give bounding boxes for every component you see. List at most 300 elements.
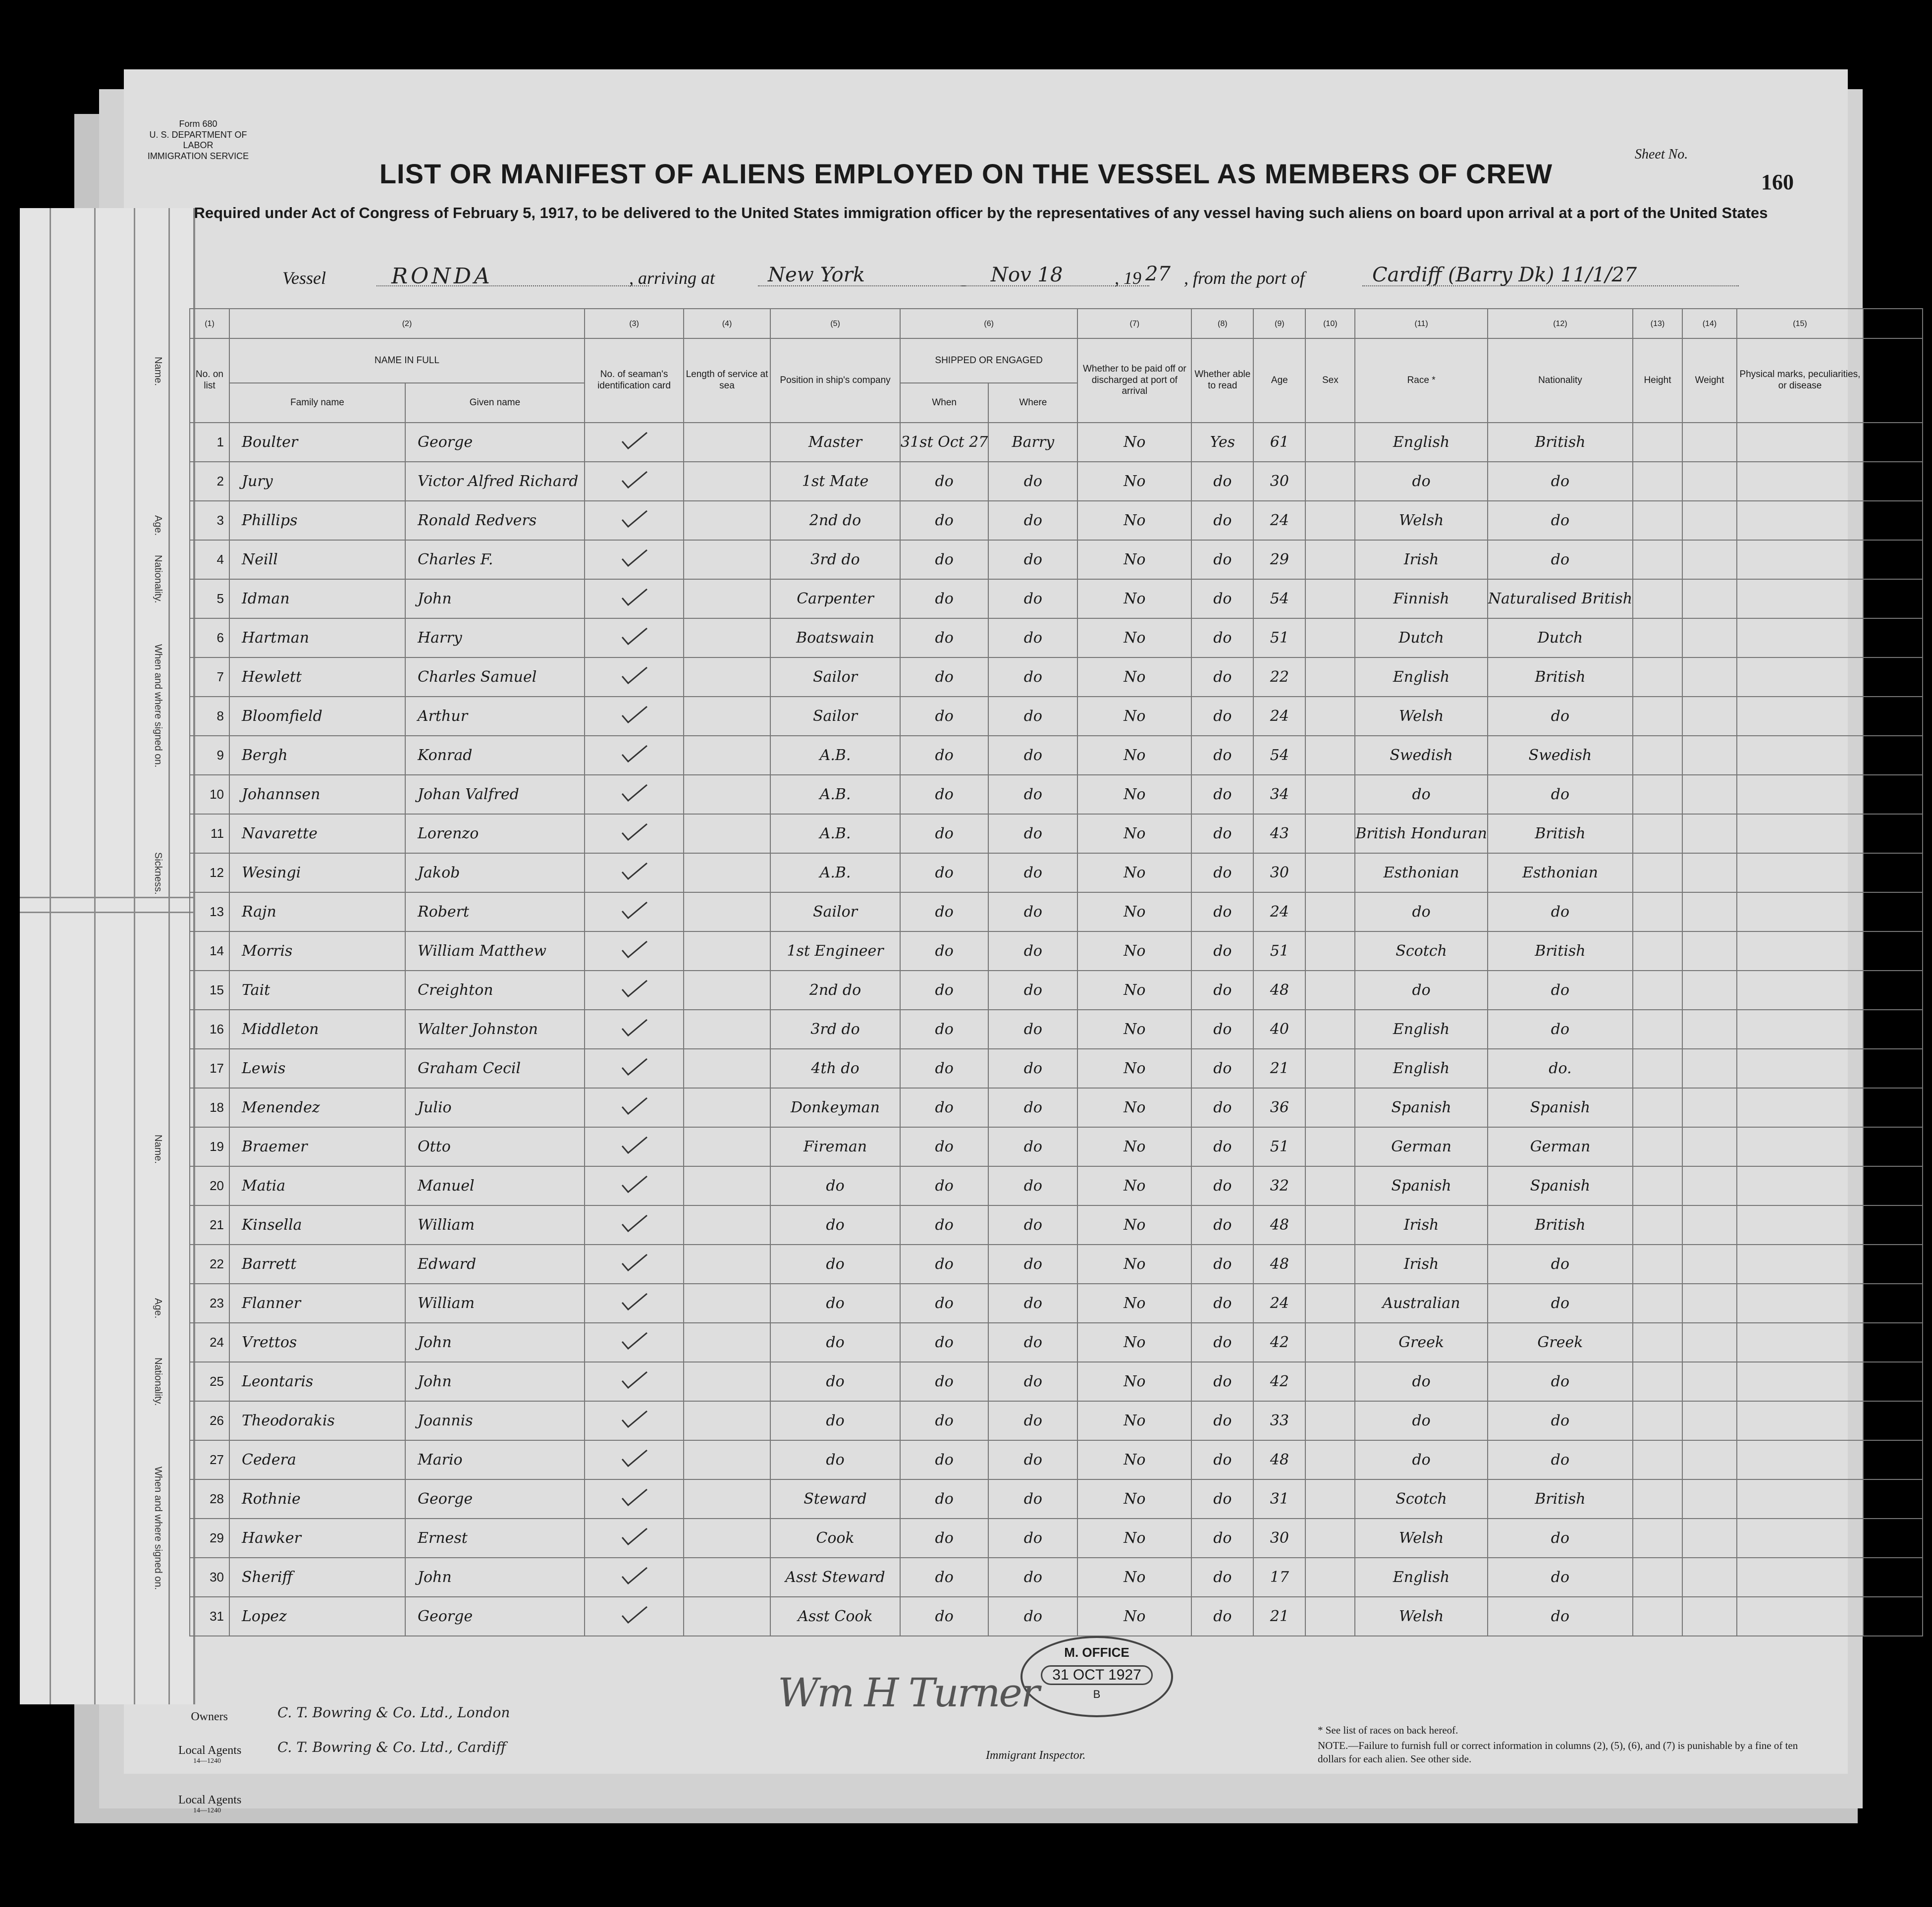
weight <box>1682 1205 1737 1245</box>
local-agents-code: 14—1240 <box>193 1757 221 1765</box>
length-service <box>684 1166 770 1205</box>
race: Dutch <box>1355 618 1488 657</box>
age: 21 <box>1253 1049 1305 1088</box>
id-card-mark <box>585 1597 684 1636</box>
blank <box>1863 1205 1923 1245</box>
blank <box>1863 423 1923 462</box>
length-service <box>684 1558 770 1597</box>
sex <box>1305 892 1355 931</box>
shipped-where: do <box>988 1010 1077 1049</box>
shipped-when: do <box>900 1597 988 1636</box>
id-card-mark <box>585 697 684 736</box>
check-mark-icon <box>619 1135 649 1155</box>
check-mark-icon <box>619 1605 649 1625</box>
paid-off: No <box>1077 1323 1191 1362</box>
col-number: (11) <box>1355 309 1488 338</box>
length-service <box>684 657 770 697</box>
age: 40 <box>1253 1010 1305 1049</box>
table-row <box>190 1245 1923 1284</box>
physical-marks <box>1737 1362 1863 1401</box>
able-to-read: do <box>1191 1088 1253 1127</box>
able-to-read: do <box>1191 1479 1253 1519</box>
weight <box>1682 1519 1737 1558</box>
shipped-where: do <box>988 1284 1077 1323</box>
able-to-read: do <box>1191 501 1253 540</box>
owners-label: Owners <box>191 1710 228 1723</box>
sex <box>1305 1362 1355 1401</box>
length-service <box>684 1245 770 1284</box>
family-name: Jury <box>229 462 405 501</box>
height <box>1633 1088 1682 1127</box>
given-name: Arthur <box>405 697 585 736</box>
length-service <box>684 1440 770 1479</box>
race: Greek <box>1355 1323 1488 1362</box>
paid-off: No <box>1077 1362 1191 1401</box>
physical-marks <box>1737 1010 1863 1049</box>
id-card-mark <box>585 1519 684 1558</box>
blank <box>1863 1597 1923 1636</box>
position: 2nd do <box>770 971 900 1010</box>
row-number: 30 <box>190 1558 229 1597</box>
length-service <box>684 1205 770 1245</box>
weight <box>1682 1440 1737 1479</box>
shipped-when: do <box>900 1401 988 1440</box>
sex <box>1305 1284 1355 1323</box>
nationality: do <box>1488 892 1633 931</box>
shipped-when: do <box>900 1245 988 1284</box>
race: do <box>1355 892 1488 931</box>
height <box>1633 1010 1682 1049</box>
check-mark-icon <box>619 900 649 920</box>
sex <box>1305 775 1355 814</box>
arriving-label: , arriving at <box>629 268 715 288</box>
shipped-where: do <box>988 931 1077 971</box>
race: do <box>1355 775 1488 814</box>
weight <box>1682 1401 1737 1440</box>
height <box>1633 657 1682 697</box>
physical-marks <box>1737 1440 1863 1479</box>
id-card-mark <box>585 1479 684 1519</box>
table-row <box>190 1284 1923 1323</box>
sex <box>1305 814 1355 853</box>
nationality: do <box>1488 971 1633 1010</box>
col-number: (7) <box>1077 309 1191 338</box>
weight <box>1682 775 1737 814</box>
height <box>1633 462 1682 501</box>
race: Spanish <box>1355 1088 1488 1127</box>
position: Steward <box>770 1479 900 1519</box>
family-name: Barrett <box>229 1245 405 1284</box>
shipped-when: do <box>900 1284 988 1323</box>
check-mark-icon <box>619 431 649 450</box>
blank <box>1863 1166 1923 1205</box>
able-to-read: do <box>1191 853 1253 892</box>
row-number: 15 <box>190 971 229 1010</box>
table-row <box>190 1479 1923 1519</box>
weight <box>1682 1010 1737 1049</box>
given-name: Lorenzo <box>405 814 585 853</box>
shipped-when: do <box>900 1558 988 1597</box>
physical-marks <box>1737 462 1863 501</box>
shipped-when: do <box>900 1440 988 1479</box>
able-to-read: do <box>1191 1597 1253 1636</box>
family-name: Morris <box>229 931 405 971</box>
id-card-mark <box>585 892 684 931</box>
position: A.B. <box>770 736 900 775</box>
strip-label: Nationality. <box>153 1358 163 1406</box>
length-service <box>684 462 770 501</box>
race: Swedish <box>1355 736 1488 775</box>
position: do <box>770 1362 900 1401</box>
strip-label: Name. <box>153 1135 163 1164</box>
paid-off: No <box>1077 1166 1191 1205</box>
length-service <box>684 892 770 931</box>
crew-table <box>189 308 1923 1636</box>
family-name: Hewlett <box>229 657 405 697</box>
fine-note: NOTE.—Failure to furnish full or correct information in columns (2), (5), (6), and (7) is punishable by a fine of ten dollars for each alien. See other side. <box>1318 1740 1798 1765</box>
weight <box>1682 814 1737 853</box>
table-row <box>190 736 1923 775</box>
length-service <box>684 618 770 657</box>
nationality: do <box>1488 462 1633 501</box>
age: 51 <box>1253 618 1305 657</box>
able-to-read: do <box>1191 1558 1253 1597</box>
shipped-when: do <box>900 892 988 931</box>
shipped-where: do <box>988 1440 1077 1479</box>
col-number: (13) <box>1633 309 1682 338</box>
given-name: Joannis <box>405 1401 585 1440</box>
shipped-when: do <box>900 501 988 540</box>
length-service <box>684 579 770 618</box>
length-service <box>684 1049 770 1088</box>
position: Fireman <box>770 1127 900 1166</box>
col-number: (6) <box>900 309 1077 338</box>
family-name: Bloomfield <box>229 697 405 736</box>
physical-marks <box>1737 736 1863 775</box>
id-card-mark <box>585 1362 684 1401</box>
length-service <box>684 1401 770 1440</box>
height <box>1633 1519 1682 1558</box>
position: A.B. <box>770 853 900 892</box>
id-card-mark <box>585 1401 684 1440</box>
sex <box>1305 1519 1355 1558</box>
table-row <box>190 1362 1923 1401</box>
shipped-when: do <box>900 1323 988 1362</box>
inspector-label: Immigrant Inspector. <box>986 1749 1086 1762</box>
length-service <box>684 1323 770 1362</box>
race: Irish <box>1355 540 1488 579</box>
paid-off: No <box>1077 1245 1191 1284</box>
given-name: Jakob <box>405 853 585 892</box>
blank <box>1863 775 1923 814</box>
check-mark-icon <box>619 1566 649 1585</box>
shipped-when: do <box>900 1127 988 1166</box>
local-agents-label <box>178 1744 241 1765</box>
table-row <box>190 1440 1923 1479</box>
col-number: (10) <box>1305 309 1355 338</box>
position: do <box>770 1284 900 1323</box>
family-name: Hartman <box>229 618 405 657</box>
row-number: 10 <box>190 775 229 814</box>
race: Welsh <box>1355 1597 1488 1636</box>
blank <box>1863 462 1923 501</box>
length-service <box>684 1362 770 1401</box>
sex <box>1305 501 1355 540</box>
physical-marks <box>1737 1323 1863 1362</box>
age: 42 <box>1253 1323 1305 1362</box>
nationality: do. <box>1488 1049 1633 1088</box>
shipped-where: do <box>988 697 1077 736</box>
vessel-name: RONDA <box>376 264 649 286</box>
shipped-when: do <box>900 697 988 736</box>
position: 3rd do <box>770 1010 900 1049</box>
header-given-name: Given name <box>405 383 585 423</box>
able-to-read: do <box>1191 618 1253 657</box>
physical-marks <box>1737 775 1863 814</box>
shipped-where: do <box>988 1597 1077 1636</box>
height <box>1633 971 1682 1010</box>
id-card-mark <box>585 814 684 853</box>
id-card-mark <box>585 775 684 814</box>
family-name: Hawker <box>229 1519 405 1558</box>
length-service <box>684 1597 770 1636</box>
paid-off: No <box>1077 697 1191 736</box>
nationality: do <box>1488 1362 1633 1401</box>
nationality: British <box>1488 1205 1633 1245</box>
nationality: Spanish <box>1488 1166 1633 1205</box>
shipped-where: do <box>988 501 1077 540</box>
form-number: Form 680 <box>179 119 217 129</box>
table-row <box>190 1166 1923 1205</box>
age: 24 <box>1253 697 1305 736</box>
given-name: Julio <box>405 1088 585 1127</box>
table-row <box>190 1401 1923 1440</box>
check-mark-icon <box>619 1057 649 1077</box>
page-subtitle: Required under Act of Congress of February 5, 1917, to be delivered to the United States immigration officer by the representatives of any vessel having such aliens on board upon arrival at a port of the United States <box>194 204 1768 221</box>
sex <box>1305 1049 1355 1088</box>
race: English <box>1355 1010 1488 1049</box>
able-to-read: do <box>1191 971 1253 1010</box>
race: Esthonian <box>1355 853 1488 892</box>
nationality: British <box>1488 1479 1633 1519</box>
check-mark-icon <box>619 1370 649 1390</box>
able-to-read: do <box>1191 931 1253 971</box>
nationality: do <box>1488 1401 1633 1440</box>
check-mark-icon <box>619 1409 649 1429</box>
header-when: When <box>900 383 988 423</box>
header-physical-marks: Physical marks, peculiarities, or disease <box>1737 338 1863 423</box>
sex <box>1305 1245 1355 1284</box>
age: 32 <box>1253 1166 1305 1205</box>
id-card-mark <box>585 1049 684 1088</box>
family-name: Lopez <box>229 1597 405 1636</box>
inspector-signature: Wm H Turner <box>778 1670 1038 1716</box>
row-number: 6 <box>190 618 229 657</box>
nationality: do <box>1488 1284 1633 1323</box>
paid-off: No <box>1077 1049 1191 1088</box>
check-mark-icon <box>619 548 649 568</box>
sex <box>1305 618 1355 657</box>
strip-label: Sickness. <box>153 852 163 895</box>
col-number: (3) <box>585 309 684 338</box>
blank <box>1863 1284 1923 1323</box>
paid-off: No <box>1077 1205 1191 1245</box>
shipped-where: do <box>988 892 1077 931</box>
length-service <box>684 501 770 540</box>
family-name: Vrettos <box>229 1323 405 1362</box>
arrival-port: New York <box>758 264 966 286</box>
header-age: Age <box>1253 338 1305 423</box>
family-name: Bergh <box>229 736 405 775</box>
given-name: Charles Samuel <box>405 657 585 697</box>
length-service <box>684 931 770 971</box>
id-card-mark <box>585 1205 684 1245</box>
sex <box>1305 540 1355 579</box>
family-name: Boulter <box>229 423 405 462</box>
paid-off: No <box>1077 1558 1191 1597</box>
blank <box>1863 697 1923 736</box>
height <box>1633 1166 1682 1205</box>
given-name: John <box>405 1362 585 1401</box>
physical-marks <box>1737 853 1863 892</box>
crew-rows <box>190 423 1923 1636</box>
position: 4th do <box>770 1049 900 1088</box>
able-to-read: do <box>1191 1401 1253 1440</box>
check-mark-icon <box>619 1174 649 1194</box>
id-card-mark <box>585 618 684 657</box>
paid-off: No <box>1077 423 1191 462</box>
height <box>1633 775 1682 814</box>
height <box>1633 1440 1682 1479</box>
family-name: Phillips <box>229 501 405 540</box>
shipped-where: do <box>988 1245 1077 1284</box>
age: 42 <box>1253 1362 1305 1401</box>
able-to-read: do <box>1191 1362 1253 1401</box>
position: do <box>770 1323 900 1362</box>
shipped-when: do <box>900 775 988 814</box>
sex <box>1305 1323 1355 1362</box>
position: Boatswain <box>770 618 900 657</box>
weight <box>1682 736 1737 775</box>
weight <box>1682 540 1737 579</box>
col-number: (15) <box>1737 309 1863 338</box>
physical-marks <box>1737 814 1863 853</box>
header-nationality: Nationality <box>1488 338 1633 423</box>
table-row <box>190 423 1923 462</box>
stamp-bottom: B <box>1093 1688 1101 1700</box>
id-card-mark <box>585 1166 684 1205</box>
paid-off: No <box>1077 618 1191 657</box>
id-card-mark <box>585 1127 684 1166</box>
nationality: do <box>1488 1440 1633 1479</box>
length-service <box>684 1479 770 1519</box>
nationality: British <box>1488 931 1633 971</box>
given-name: George <box>405 1597 585 1636</box>
length-service <box>684 697 770 736</box>
sex <box>1305 971 1355 1010</box>
arrival-year: 27 <box>1145 263 1171 285</box>
age: 29 <box>1253 540 1305 579</box>
able-to-read: do <box>1191 462 1253 501</box>
blank <box>1863 579 1923 618</box>
table-row <box>190 1323 1923 1362</box>
col-number: (9) <box>1253 309 1305 338</box>
table-row <box>190 1205 1923 1245</box>
id-card-mark <box>585 1323 684 1362</box>
row-number: 25 <box>190 1362 229 1401</box>
race: British Honduran <box>1355 814 1488 853</box>
header-length-service: Length of service at sea <box>684 338 770 423</box>
header-shipped-engaged: SHIPPED OR ENGAGED <box>900 338 1077 383</box>
sex <box>1305 657 1355 697</box>
form-reference <box>139 119 258 162</box>
height <box>1633 697 1682 736</box>
age: 51 <box>1253 931 1305 971</box>
local-agents-value: C. T. Bowring & Co. Ltd., Cardiff <box>277 1739 506 1755</box>
col-number: (5) <box>770 309 900 338</box>
weight <box>1682 501 1737 540</box>
weight <box>1682 1479 1737 1519</box>
able-to-read: do <box>1191 657 1253 697</box>
sex <box>1305 1401 1355 1440</box>
given-name: Robert <box>405 892 585 931</box>
form-service: IMMIGRATION SERVICE <box>147 151 249 161</box>
row-number: 14 <box>190 931 229 971</box>
height <box>1633 1245 1682 1284</box>
strip-label: Nationality. <box>153 555 163 603</box>
row-number: 13 <box>190 892 229 931</box>
id-card-mark <box>585 657 684 697</box>
row-number: 1 <box>190 423 229 462</box>
paid-off: No <box>1077 1010 1191 1049</box>
paid-off: No <box>1077 1284 1191 1323</box>
table-row <box>190 814 1923 853</box>
check-mark-icon <box>619 1448 649 1468</box>
blank-col <box>1863 309 1923 338</box>
race: Irish <box>1355 1245 1488 1284</box>
weight <box>1682 1597 1737 1636</box>
given-name: Konrad <box>405 736 585 775</box>
check-mark-icon <box>619 939 649 959</box>
id-card-mark <box>585 501 684 540</box>
stamp-date: 31 OCT 1927 <box>1041 1665 1153 1685</box>
blank-col <box>1863 338 1923 423</box>
race: German <box>1355 1127 1488 1166</box>
nationality: do <box>1488 540 1633 579</box>
paid-off: No <box>1077 462 1191 501</box>
able-to-read: do <box>1191 1323 1253 1362</box>
check-mark-icon <box>619 1292 649 1311</box>
race: Welsh <box>1355 1519 1488 1558</box>
shipped-where: do <box>988 657 1077 697</box>
age: 30 <box>1253 853 1305 892</box>
able-to-read: do <box>1191 892 1253 931</box>
paid-off: No <box>1077 1479 1191 1519</box>
shipped-where: do <box>988 736 1077 775</box>
position: A.B. <box>770 775 900 814</box>
shipped-when: do <box>900 853 988 892</box>
physical-marks <box>1737 1166 1863 1205</box>
blank <box>1863 1127 1923 1166</box>
weight <box>1682 1049 1737 1088</box>
given-name: Mario <box>405 1440 585 1479</box>
blank <box>1863 1323 1923 1362</box>
row-number: 20 <box>190 1166 229 1205</box>
weight <box>1682 618 1737 657</box>
given-name: John <box>405 579 585 618</box>
id-card-mark <box>585 931 684 971</box>
paid-off: No <box>1077 1127 1191 1166</box>
